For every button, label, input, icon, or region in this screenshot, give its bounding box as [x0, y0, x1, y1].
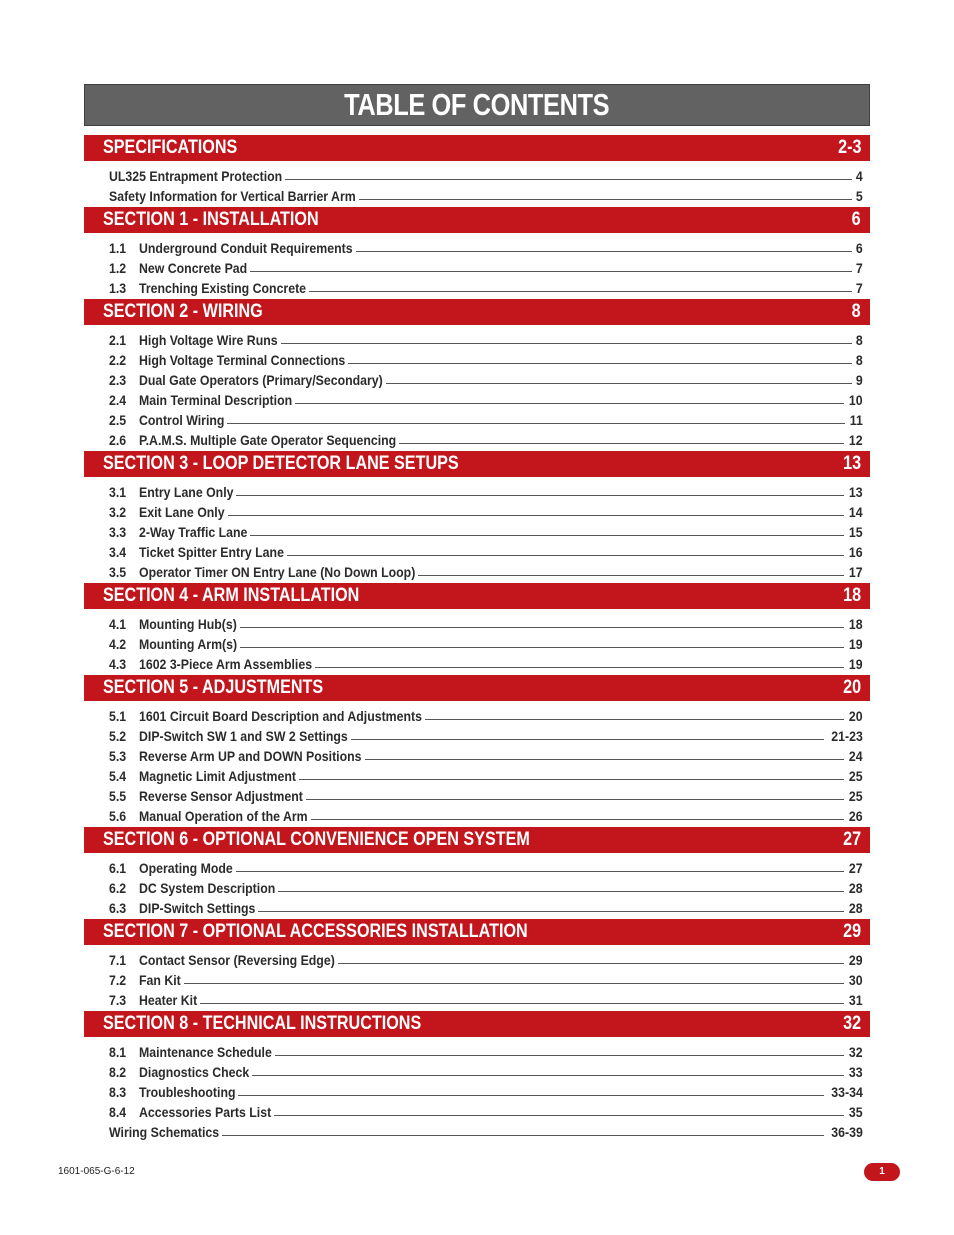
toc-entry[interactable] [109, 388, 863, 408]
entry-number: 2.5 [109, 412, 127, 428]
entry-number: 5.5 [109, 788, 127, 804]
entry-number: 3.2 [109, 504, 127, 520]
entry-list [109, 236, 863, 296]
entry-label: 2-Way Traffic Lane [139, 524, 248, 540]
section-title: SECTION 2 - WIRING [103, 301, 263, 322]
entry-page: 11 [849, 412, 863, 428]
toc-entry[interactable] [109, 1060, 863, 1080]
entry-page: 16 [849, 544, 863, 560]
entry-number: 5.6 [109, 808, 127, 824]
entry-number: 3.5 [109, 564, 127, 580]
document-code: 1601-065-G-6-12 [58, 1166, 135, 1177]
entry-label: Operating Mode [139, 860, 233, 876]
leader-line [365, 758, 845, 760]
entry-label: UL325 Entrapment Protection [109, 168, 283, 184]
toc-entry[interactable] [109, 632, 863, 652]
entry-number: 2.4 [109, 392, 127, 408]
entry-label: DIP-Switch SW 1 and SW 2 Settings [139, 728, 348, 744]
entry-label: Diagnostics Check [139, 1064, 250, 1080]
entry-page: 25 [849, 768, 863, 784]
entry-number: 2.6 [109, 432, 127, 448]
entry-page: 32 [849, 1044, 863, 1060]
leader-line [306, 798, 845, 800]
toc-entry[interactable] [109, 1120, 863, 1140]
leader-line [309, 290, 852, 292]
section-header[interactable] [84, 827, 870, 853]
toc-entry[interactable] [109, 856, 863, 876]
toc-entry[interactable] [109, 764, 863, 784]
section-header[interactable] [84, 135, 870, 161]
entry-label: P.A.M.S. Multiple Gate Operator Sequencing [139, 432, 397, 448]
toc-entry[interactable] [109, 184, 863, 204]
entry-page: 7 [856, 260, 863, 276]
entry-label: Heater Kit [139, 992, 198, 1008]
section-header[interactable] [84, 675, 870, 701]
entry-number: 7.2 [109, 972, 127, 988]
leader-line [274, 1114, 844, 1116]
toc-entry[interactable] [109, 744, 863, 764]
toc-entry[interactable] [109, 1100, 863, 1120]
entry-label: 1602 3-Piece Arm Assemblies [139, 656, 313, 672]
entry-number: 6.1 [109, 860, 127, 876]
leader-line [399, 442, 844, 444]
entry-page: 36-39 [831, 1124, 863, 1140]
entry-label: Mounting Arm(s) [139, 636, 238, 652]
entry-page: 5 [856, 188, 863, 204]
leader-line [238, 1094, 824, 1096]
entry-page: 12 [849, 432, 863, 448]
leader-line [252, 1074, 844, 1076]
entry-page: 18 [849, 616, 863, 632]
toc-entry[interactable] [109, 1080, 863, 1100]
leader-line [236, 870, 845, 872]
entry-number: 7.3 [109, 992, 127, 1008]
leader-line [285, 178, 852, 180]
entry-number: 4.1 [109, 616, 127, 632]
entry-number: 6.3 [109, 900, 127, 916]
entry-label: Control Wiring [139, 412, 225, 428]
entry-number: 8.2 [109, 1064, 127, 1080]
entry-label: Dual Gate Operators (Primary/Secondary) [139, 372, 383, 388]
toc-entry[interactable] [109, 948, 863, 968]
entry-number: 8.4 [109, 1104, 127, 1120]
entry-page: 31 [849, 992, 863, 1008]
toc-entry[interactable] [109, 540, 863, 560]
entry-list [109, 1040, 863, 1140]
entry-label: Exit Lane Only [139, 504, 225, 520]
entry-page: 6 [856, 240, 863, 256]
toc-entry[interactable] [109, 408, 863, 428]
section-title: SECTION 6 - OPTIONAL CONVENIENCE OPEN SYSTEM [103, 829, 530, 850]
entry-page: 13 [849, 484, 863, 500]
entry-label: Contact Sensor (Reversing Edge) [139, 952, 335, 968]
entry-number: 1.1 [109, 240, 127, 256]
entry-label: DIP-Switch Settings [139, 900, 256, 916]
leader-line [240, 626, 845, 628]
page-title: TABLE OF CONTENTS [84, 84, 870, 126]
leader-line [356, 250, 853, 252]
leader-line [348, 362, 852, 364]
entry-label: Accessories Parts List [139, 1104, 272, 1120]
entry-label: Operator Timer ON Entry Lane (No Down Loop) [139, 564, 416, 580]
entry-number: 3.1 [109, 484, 127, 500]
toc-entry[interactable] [109, 988, 863, 1008]
entry-label: Troubleshooting [139, 1084, 236, 1100]
entry-page: 19 [849, 636, 863, 652]
leader-line [315, 666, 844, 668]
entry-number: 5.1 [109, 708, 127, 724]
leader-line [287, 554, 845, 556]
entry-label: Trenching Existing Concrete [139, 280, 307, 296]
entry-label: Entry Lane Only [139, 484, 234, 500]
entry-number: 7.1 [109, 952, 127, 968]
entry-number: 2.2 [109, 352, 127, 368]
entry-list [109, 328, 863, 448]
toc-entry[interactable] [109, 784, 863, 804]
leader-line [236, 494, 844, 496]
section-page: 2-3 [837, 137, 861, 158]
entry-number: 5.4 [109, 768, 127, 784]
entry-label: Wiring Schematics [109, 1124, 220, 1140]
entry-number: 2.1 [109, 332, 127, 348]
section-page: 27 [843, 829, 861, 850]
toc-entry[interactable] [109, 896, 863, 916]
section-header[interactable] [84, 919, 870, 945]
leader-line [228, 514, 845, 516]
toc-entry[interactable] [109, 236, 863, 256]
toc-entry[interactable] [109, 560, 863, 580]
section-title: SECTION 5 - ADJUSTMENTS [103, 677, 324, 698]
entry-page: 25 [849, 788, 863, 804]
leader-line [299, 778, 844, 780]
section-page: 20 [843, 677, 861, 698]
toc-entry[interactable] [109, 968, 863, 988]
entry-label: Maintenance Schedule [139, 1044, 272, 1060]
page-number-badge: 1 [864, 1163, 900, 1181]
entry-page: 20 [849, 708, 863, 724]
entry-page: 14 [849, 504, 863, 520]
section-page: 8 [852, 301, 861, 322]
entry-page: 33 [849, 1064, 863, 1080]
entry-page: 26 [849, 808, 863, 824]
section-page: 13 [843, 453, 861, 474]
entry-page: 8 [856, 352, 863, 368]
entry-label: Magnetic Limit Adjustment [139, 768, 296, 784]
toc-entry[interactable] [109, 480, 863, 500]
entry-page: 27 [849, 860, 863, 876]
toc-entry[interactable] [109, 804, 863, 824]
entry-number: 4.3 [109, 656, 127, 672]
leader-line [227, 422, 845, 424]
entry-list [109, 480, 863, 580]
section-header[interactable] [84, 1011, 870, 1037]
entry-label: Ticket Spitter Entry Lane [139, 544, 284, 560]
toc-entry[interactable] [109, 612, 863, 632]
entry-page: 35 [849, 1104, 863, 1120]
entry-list [109, 856, 863, 916]
entry-page: 29 [849, 952, 863, 968]
entry-list [109, 164, 863, 204]
entry-number: 6.2 [109, 880, 127, 896]
toc-entry[interactable] [109, 704, 863, 724]
entry-list [109, 704, 863, 824]
entry-number: 8.3 [109, 1084, 127, 1100]
entry-label: Reverse Arm UP and DOWN Positions [139, 748, 362, 764]
entry-label: Manual Operation of the Arm [139, 808, 308, 824]
section-title: SECTION 1 - INSTALLATION [103, 209, 319, 230]
entry-label: High Voltage Wire Runs [139, 332, 278, 348]
entry-label: Underground Conduit Requirements [139, 240, 353, 256]
entry-page: 30 [849, 972, 863, 988]
leader-line [425, 718, 844, 720]
toc-entry[interactable] [109, 876, 863, 896]
section-title: SECTION 8 - TECHNICAL INSTRUCTIONS [103, 1013, 422, 1034]
section-page: 6 [852, 209, 861, 230]
entry-number: 1.2 [109, 260, 127, 276]
entry-list [109, 948, 863, 1008]
entry-page: 4 [856, 168, 863, 184]
toc-entry[interactable] [109, 328, 863, 348]
leader-line [240, 646, 844, 648]
entry-page: 19 [849, 656, 863, 672]
entry-page: 7 [856, 280, 863, 296]
entry-number: 3.3 [109, 524, 127, 540]
leader-line [311, 818, 845, 820]
toc-entry[interactable] [109, 724, 863, 744]
leader-line [250, 270, 852, 272]
section-page: 18 [843, 585, 861, 606]
leader-line [200, 1002, 844, 1004]
leader-line [250, 534, 844, 536]
entry-label: 1601 Circuit Board Description and Adjustments [139, 708, 422, 724]
leader-line [386, 382, 852, 384]
leader-line [418, 574, 844, 576]
entry-page: 21-23 [831, 728, 863, 744]
leader-line [359, 198, 853, 200]
leader-line [222, 1134, 824, 1136]
toc-entry[interactable] [109, 652, 863, 672]
entry-label: High Voltage Terminal Connections [139, 352, 346, 368]
entry-label: Main Terminal Description [139, 392, 293, 408]
toc-entry[interactable] [109, 500, 863, 520]
toc-entry[interactable] [109, 256, 863, 276]
toc-entry[interactable] [109, 276, 863, 296]
toc-entry[interactable] [109, 348, 863, 368]
leader-line [258, 910, 844, 912]
entry-label: Mounting Hub(s) [139, 616, 237, 632]
toc-entry[interactable] [109, 164, 863, 184]
leader-line [338, 962, 845, 964]
leader-line [281, 342, 853, 344]
leader-line [278, 890, 844, 892]
entry-page: 33-34 [831, 1084, 863, 1100]
toc-entry[interactable] [109, 1040, 863, 1060]
entry-page: 17 [849, 564, 863, 580]
entry-list [109, 612, 863, 672]
section-header[interactable] [84, 451, 870, 477]
entry-number: 4.2 [109, 636, 127, 652]
entry-number: 3.4 [109, 544, 127, 560]
entry-number: 5.3 [109, 748, 127, 764]
entry-page: 28 [849, 900, 863, 916]
entry-label: Safety Information for Vertical Barrier Arm [109, 188, 356, 204]
toc-entry[interactable] [109, 368, 863, 388]
toc-entry[interactable] [109, 428, 863, 448]
section-title: SPECIFICATIONS [103, 137, 238, 158]
leader-line [275, 1054, 845, 1056]
section-title: SECTION 4 - ARM INSTALLATION [103, 585, 360, 606]
entry-page: 10 [849, 392, 863, 408]
entry-page: 15 [849, 524, 863, 540]
table-of-contents [84, 135, 870, 1143]
entry-number: 1.3 [109, 280, 127, 296]
section-page: 29 [843, 921, 861, 942]
entry-number: 5.2 [109, 728, 127, 744]
section-header[interactable] [84, 299, 870, 325]
entry-page: 28 [849, 880, 863, 896]
section-header[interactable] [84, 583, 870, 609]
entry-page: 8 [856, 332, 863, 348]
entry-page: 24 [849, 748, 863, 764]
entry-page: 9 [856, 372, 863, 388]
leader-line [184, 982, 845, 984]
section-header[interactable] [84, 207, 870, 233]
entry-label: New Concrete Pad [139, 260, 248, 276]
leader-line [351, 738, 824, 740]
entry-number: 2.3 [109, 372, 127, 388]
entry-label: Reverse Sensor Adjustment [139, 788, 303, 804]
toc-entry[interactable] [109, 520, 863, 540]
section-page: 32 [843, 1013, 861, 1034]
section-title: SECTION 3 - LOOP DETECTOR LANE SETUPS [103, 453, 459, 474]
entry-label: DC System Description [139, 880, 276, 896]
entry-number: 8.1 [109, 1044, 127, 1060]
section-title: SECTION 7 - OPTIONAL ACCESSORIES INSTALLATION [103, 921, 528, 942]
entry-label: Fan Kit [139, 972, 181, 988]
leader-line [295, 402, 844, 404]
